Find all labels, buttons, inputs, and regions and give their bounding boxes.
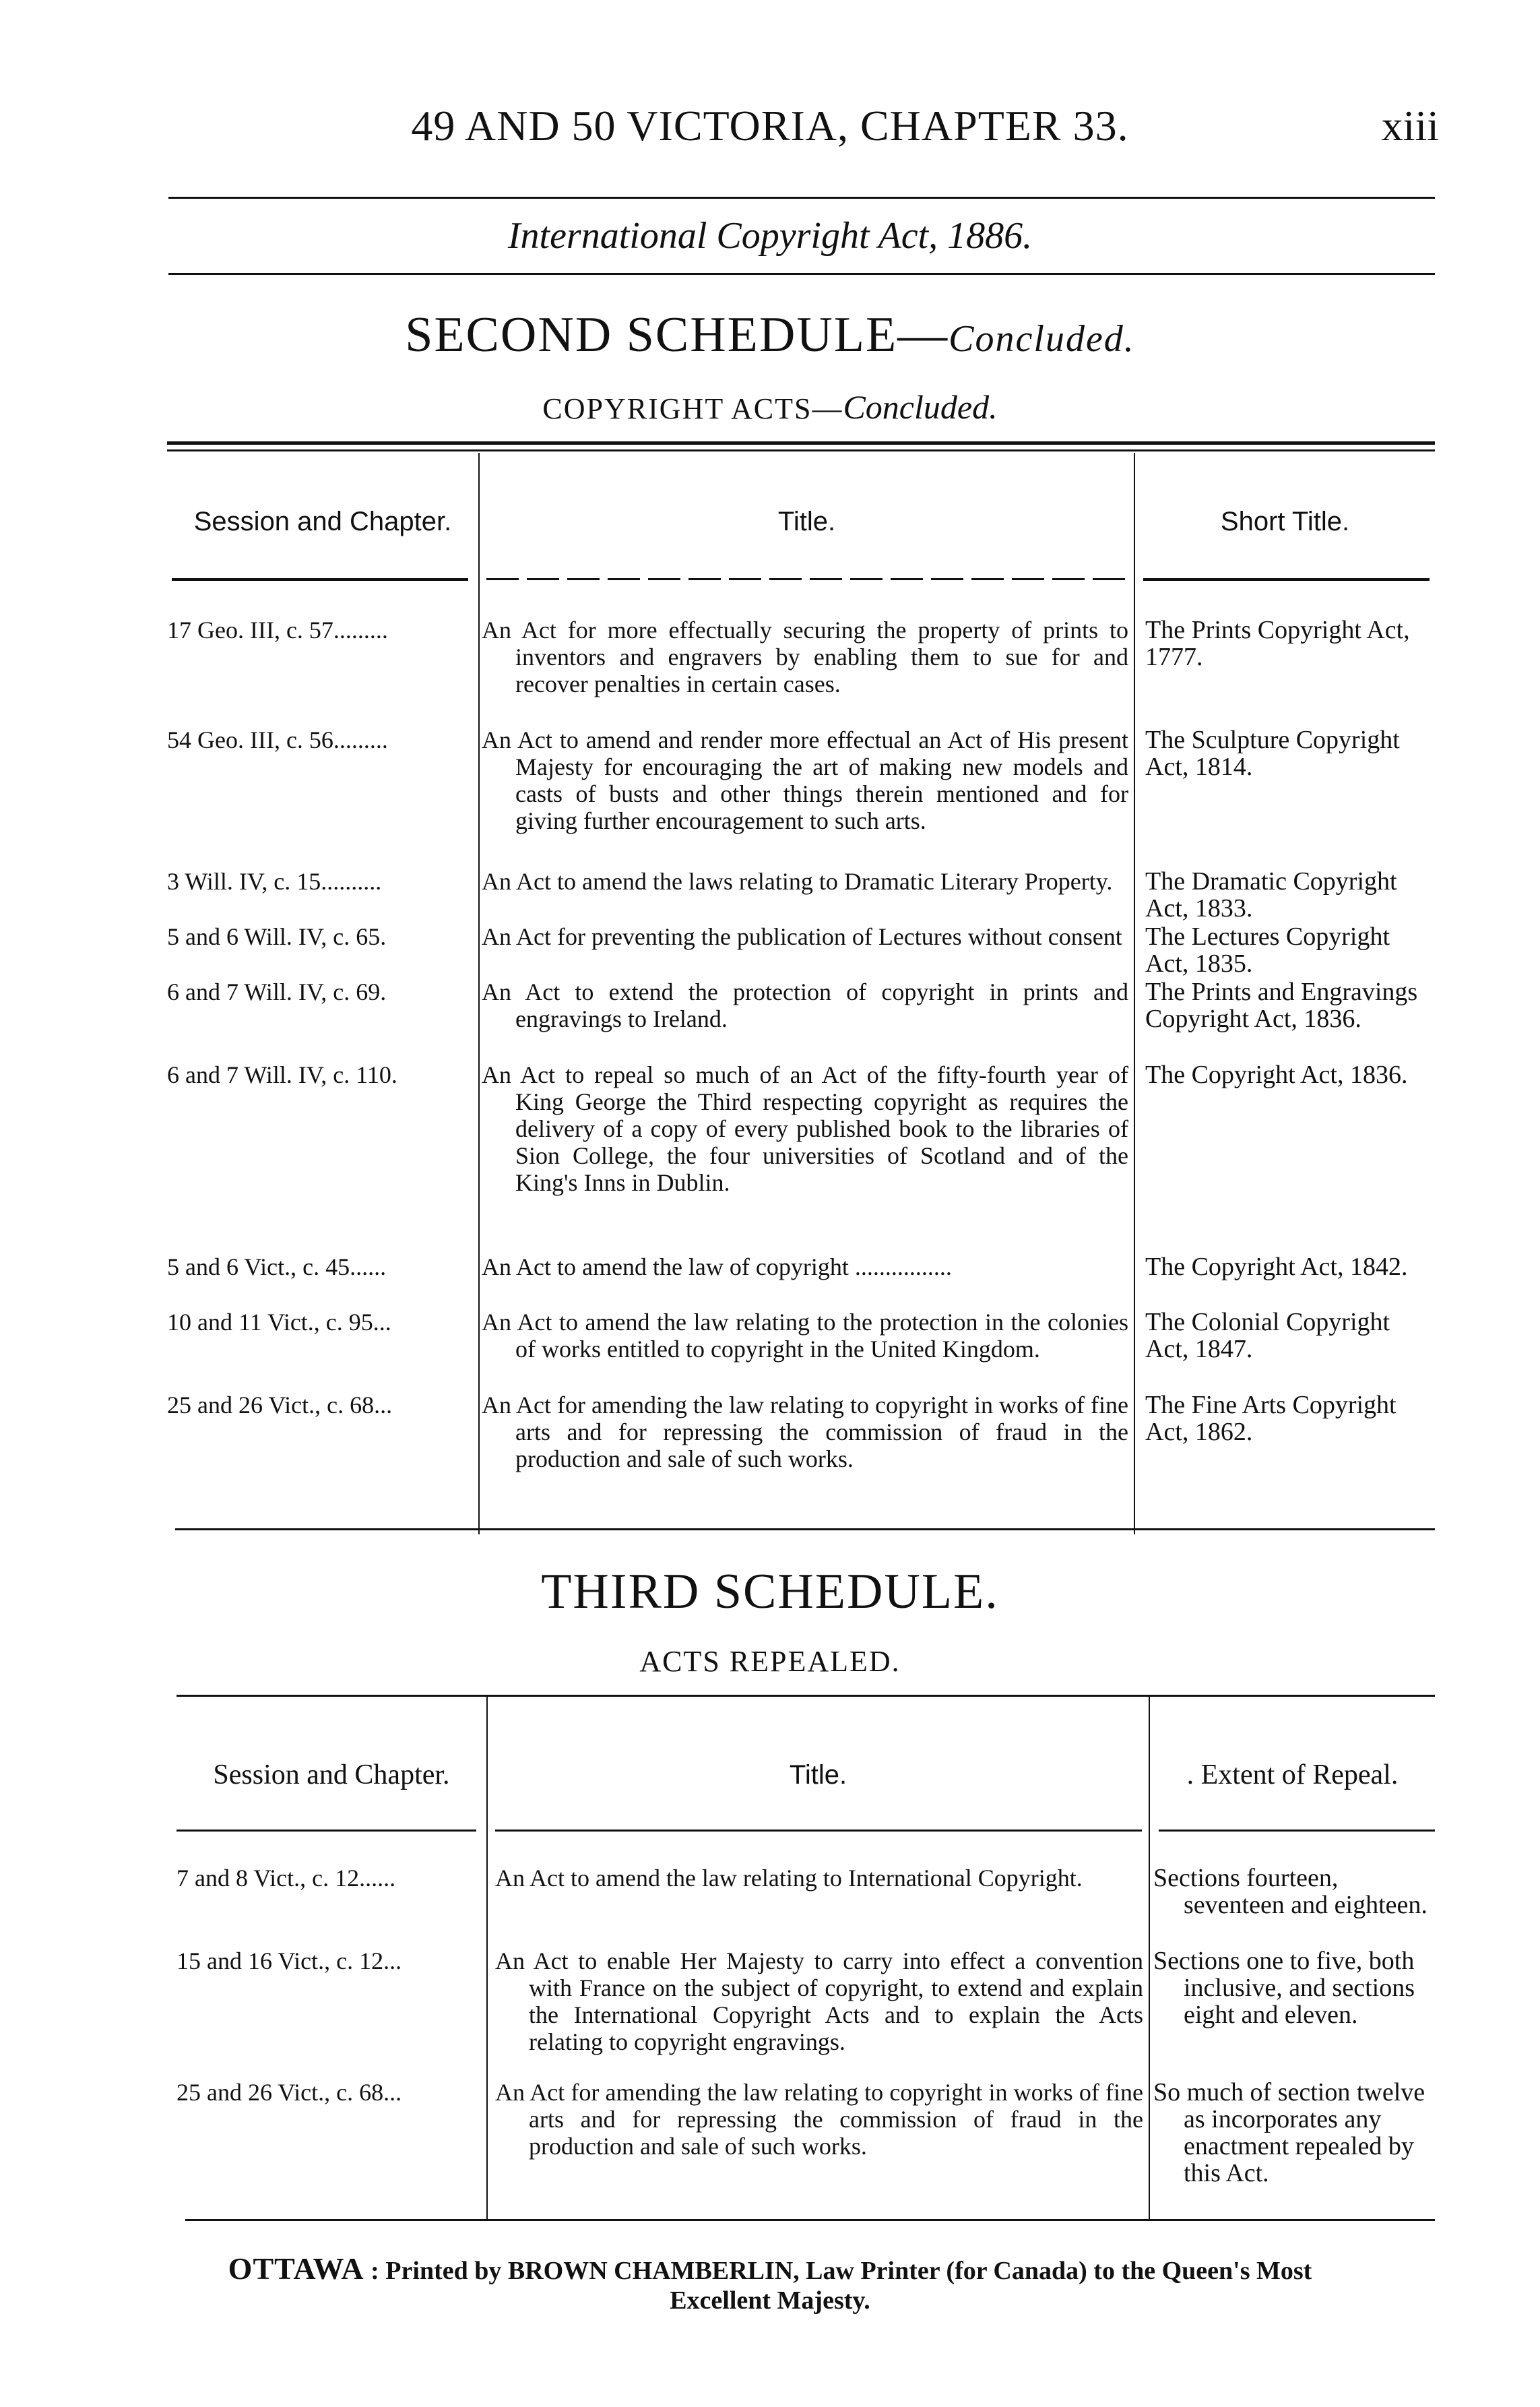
session-cell: 15 and 16 Vict., c. 12... [177, 1947, 402, 1974]
second-schedule-title [0, 307, 1540, 364]
table1-header-rule-2 [486, 578, 1130, 580]
third-schedule-title: THIRD SCHEDULE. [541, 1564, 999, 1619]
session-cell: 5 and 6 Will. IV, c. 65. [167, 923, 387, 950]
table1-bottom-rule [175, 1528, 1435, 1530]
table2-header-rule-1 [177, 1830, 476, 1832]
session-cell: 5 and 6 Vict., c. 45...... [167, 1253, 387, 1280]
act-title: International Copyright Act, 1886. [507, 215, 1033, 257]
table1-header-short-title: Short Title. [1220, 507, 1350, 536]
title-cell: An Act for more effectually securing the property of prints to inventors and engravers by enabling them to sue for and recover penalties in certain cases. [482, 617, 1128, 697]
title-cell: An Act to amend and render more effectual an Act of His present Majesty for encouraging the art of making new models and casts of busts and other things therein mentioned and for giving further encouragement to such arts. [482, 726, 1128, 834]
table1-header-rule-3 [1143, 578, 1430, 581]
title-cell: An Act for amending the law relating to copyright in works of fine arts and for repressing the commission of fraud in the production and sale of such works. [482, 1392, 1128, 1472]
page-number: xiii [1381, 102, 1439, 150]
session-cell: 17 Geo. III, c. 57......... [167, 617, 388, 644]
header-rule-top [168, 197, 1435, 199]
short-title-cell: The Sculpture Copyright Act, 1814. [1145, 726, 1400, 781]
imprint-place: OTTAWA [228, 2251, 364, 2286]
short-title-cell: The Copyright Act, 1842. [1145, 1253, 1408, 1281]
title-cell: An Act to amend the law of copyright ................ [482, 1253, 952, 1280]
session-cell: 3 Will. IV, c. 15.......... [167, 868, 382, 895]
session-cell: 25 and 26 Vict., c. 68... [167, 1392, 393, 1418]
table2-header-extent: . Extent of Repeal. [1186, 1759, 1399, 1790]
table1-col-divider-1 [478, 453, 480, 1534]
imprint [0, 2251, 1540, 2315]
title-cell: An Act to enable Her Majesty to carry into effect a convention with France on the subject of copyright, to extend and explain the International Copyright Acts and to explain the Acts relating to copyright engravings. [495, 1947, 1143, 2055]
imprint-text: : Printed by BROWN CHAMBERLIN, Law Printer (for Canada) to the Queen's Most [371, 2257, 1312, 2285]
title-cell: An Act for amending the law relating to copyright in works of fine arts and for repressing the commission of fraud in the production and sale of such works. [495, 2079, 1143, 2160]
title-cell: An Act to extend the protection of copyright in prints and engravings to Ireland. [482, 978, 1128, 1032]
table1-top-rule-thin [167, 449, 1435, 451]
short-title-cell: The Copyright Act, 1836. [1145, 1061, 1408, 1089]
extent-cell: So much of section twelve as incorporates any enactment repealed by this Act. [1153, 2078, 1425, 2187]
second-schedule-subtitle-suffix: Concluded. [843, 388, 998, 426]
table2-top-rule [177, 1695, 1435, 1697]
table2-bottom-rule [185, 2219, 1435, 2221]
session-cell: 10 and 11 Vict., c. 95... [167, 1309, 391, 1336]
header-rule-bottom [168, 273, 1435, 275]
second-schedule-title-text: SECOND SCHEDULE— [405, 307, 949, 363]
imprint-line-1 [0, 2251, 1540, 2286]
table1-header-rule-1 [172, 578, 468, 581]
imprint-line-2: Excellent Majesty. [670, 2286, 870, 2315]
title-cell: An Act to amend the laws relating to Dramatic Literary Property. [482, 868, 1113, 895]
extent-cell: Sections one to five, both inclusive, and sections eight and eleven. [1153, 1947, 1415, 2029]
session-cell: 6 and 7 Will. IV, c. 69. [167, 978, 387, 1005]
second-schedule-subtitle-text: COPYRIGHT ACTS— [542, 392, 843, 425]
short-title-cell: The Fine Arts Copyright Act, 1862. [1145, 1391, 1397, 1446]
extent-cell: Sections fourteen, seventeen and eighteen. [1153, 1864, 1427, 1919]
table2-header-rule-2 [495, 1830, 1142, 1832]
short-title-cell: The Colonial Copyright Act, 1847. [1145, 1308, 1390, 1363]
running-head: 49 AND 50 VICTORIA, CHAPTER 33. [411, 102, 1129, 150]
session-cell: 25 and 26 Vict., c. 68... [177, 2079, 402, 2106]
table2-header-session: Session and Chapter. [213, 1759, 450, 1790]
second-schedule-title-suffix: Concluded. [949, 318, 1135, 360]
third-schedule-subtitle: ACTS REPEALED. [639, 1645, 901, 1678]
short-title-cell: The Lectures Copyright Act, 1835. [1145, 923, 1390, 978]
table1-top-rule-thick [167, 441, 1435, 445]
table1-header-title: Title. [777, 507, 836, 536]
second-schedule-subtitle [0, 387, 1540, 427]
session-cell: 54 Geo. III, c. 56......... [167, 726, 388, 753]
table2-header-rule-3 [1159, 1830, 1435, 1832]
table1-header-session: Session and Chapter. [193, 507, 452, 536]
table2-header-title: Title. [789, 1760, 847, 1790]
short-title-cell: The Prints Copyright Act, 1777. [1145, 616, 1410, 671]
title-cell: An Act to repeal so much of an Act of the fifty-fourth year of King George the Third respecting copyright as requires the delivery of a copy of every published book to the libraries of Sion College, the four universities of Scotland and of the King's Inns in Dublin. [482, 1061, 1128, 1196]
short-title-cell: The Prints and Engravings Copyright Act, 1836. [1145, 978, 1418, 1033]
title-cell: An Act to amend the law relating to International Copyright. [495, 1865, 1083, 1892]
short-title-cell: The Dramatic Copyright Act, 1833. [1145, 867, 1397, 923]
session-cell: 6 and 7 Will. IV, c. 110. [167, 1061, 397, 1088]
title-cell: An Act to amend the law relating to the protection in the colonies of works entitled to copyright in the United Kingdom. [482, 1309, 1128, 1363]
session-cell: 7 and 8 Vict., c. 12...... [177, 1865, 396, 1892]
table1-col-divider-2 [1134, 453, 1135, 1534]
title-cell: An Act for preventing the publication of Lectures without consent [482, 923, 1122, 950]
